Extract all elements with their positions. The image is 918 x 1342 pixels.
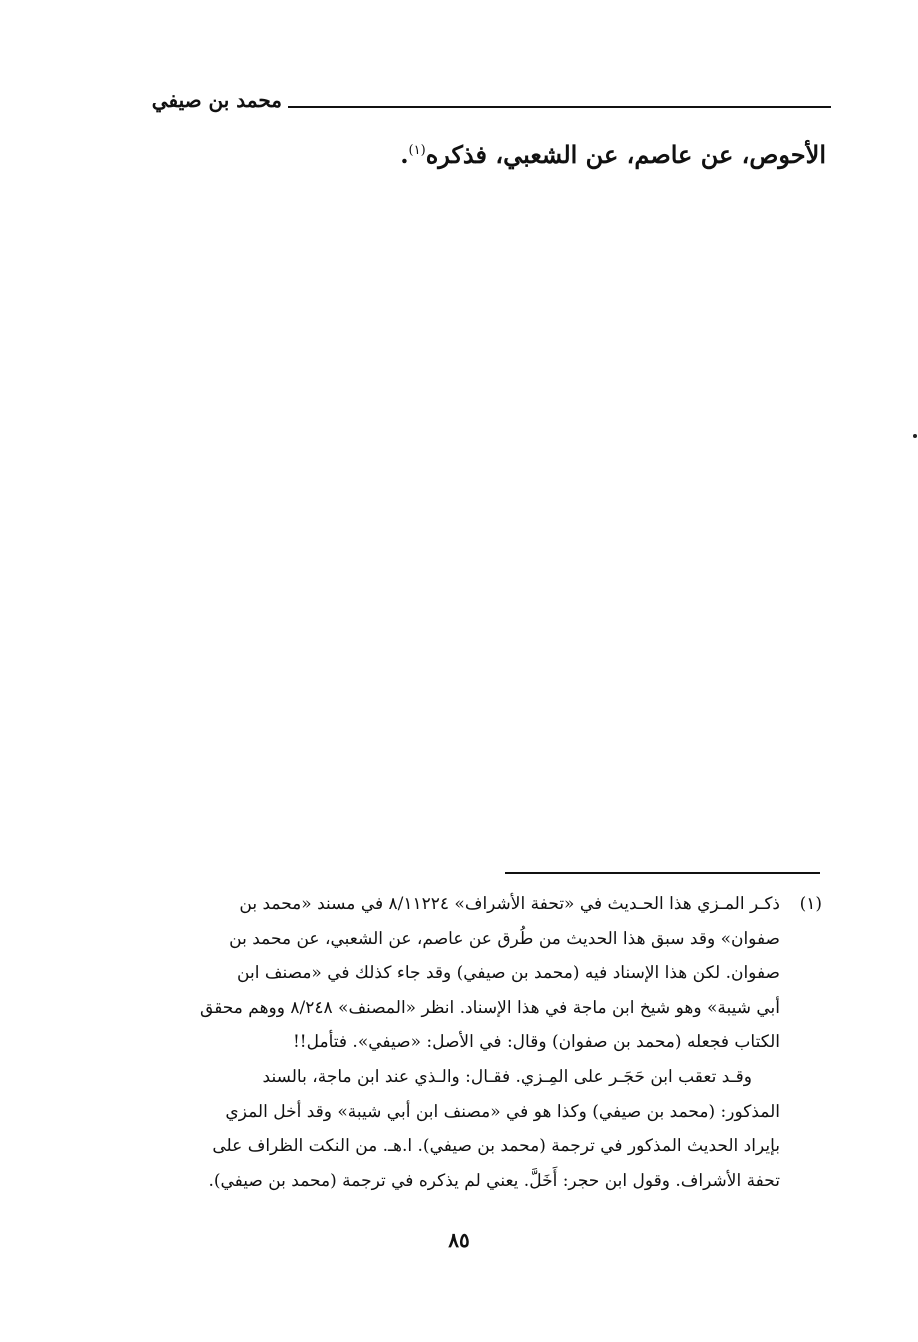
footnote-line: ذكـر المـزي هذا الحـديث في «تحفة الأشراف» ٨/١١٢٢٤ في مسند «محمد بن — [239, 894, 780, 914]
footnote-paragraph2-line: تحفة الأشراف. وقول ابن حجر: أَخَلَّ. يعني لم يذكره في ترجمة (محمد بن صيفي). — [208, 1170, 780, 1191]
footnote-paragraph2-line: بإيراد الحديث المذكور في ترجمة (محمد بن صيفي). ا.هـ. من النكت الظراف على — [212, 1136, 780, 1157]
footnote-line: الكتاب فجعله (محمد بن صفوان) وقال: في الأصل: «صيفي». فتأمل!! — [292, 1032, 780, 1053]
page-number: ٨٥ — [448, 1228, 470, 1252]
running-header-title: محمد بن صيفي — [151, 88, 282, 112]
footnote-paragraph2-line: المذكور: (محمد بن صيفي) وكذا هو في «مصنف ابن أبي شيبة» وقد أخل المزي — [225, 1101, 780, 1122]
header-rule — [288, 106, 831, 108]
footnote-reference[interactable]: (١) — [408, 143, 426, 158]
main-body-line: الأحوص، عن عاصم، عن الشعبي، فذكره — [425, 140, 826, 169]
footnote-paragraph2-line: وقـد تعقب ابن حَجَـر على المِـزي. فقـال: والـذي عند ابن ماجة، بالسند — [262, 1066, 752, 1087]
footnote-line: صفوان. لكن هذا الإسناد فيه (محمد بن صيفي) وقد جاء كذلك في «مصنف ابن — [237, 963, 780, 984]
margin-mark — [913, 434, 917, 438]
footnote-separator — [505, 872, 820, 874]
main-body-text — [400, 140, 826, 169]
footnote-line: صفوان» وقد سبق هذا الحديث من طُرق عن عاصم، عن الشعبي، عن محمد بن — [229, 928, 780, 949]
footnote-body — [136, 887, 780, 1198]
footnote-line: أبي شيبة» وهو شيخ ابن ماجة في هذا الإسناد. انظر «المصنف» ٨/٢٤٨ ووهم محقق — [200, 997, 780, 1018]
main-body-end: . — [400, 140, 409, 169]
footnote-number: (١) — [799, 894, 822, 914]
